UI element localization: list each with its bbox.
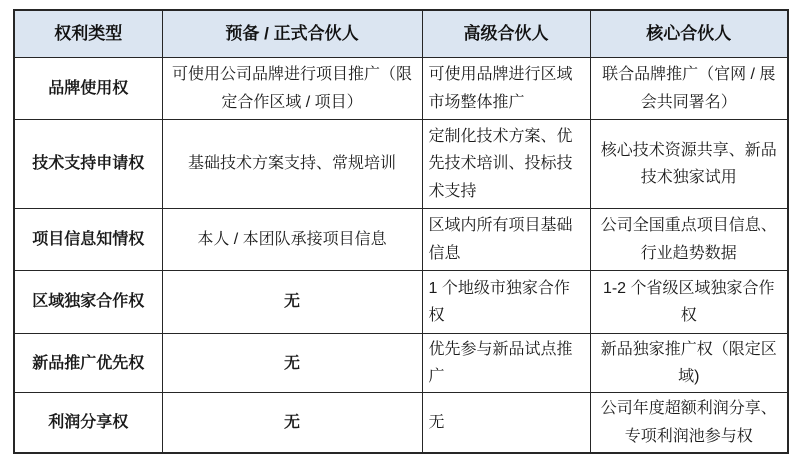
column-header: 权利类型 xyxy=(14,10,162,58)
table-body xyxy=(14,58,788,453)
table-row xyxy=(14,393,788,453)
table-row xyxy=(14,58,788,120)
table-cell: 核心技术资源共享、新品技术独家试用 xyxy=(590,120,788,209)
table-cell: 1 个地级市独家合作权 xyxy=(422,271,590,334)
table-cell: 新品独家推广权（限定区域) xyxy=(590,334,788,393)
partner-rights-table xyxy=(13,9,789,454)
table-row xyxy=(14,209,788,271)
column-header: 预备 / 正式合伙人 xyxy=(162,10,422,58)
row-header: 新品推广优先权 xyxy=(14,334,162,393)
header-row xyxy=(14,10,788,58)
column-header: 核心合伙人 xyxy=(590,10,788,58)
table-cell: 公司年度超额利润分享、专项利润池参与权 xyxy=(590,393,788,453)
row-header: 技术支持申请权 xyxy=(14,120,162,209)
row-header: 利润分享权 xyxy=(14,393,162,453)
row-header: 品牌使用权 xyxy=(14,58,162,120)
table-row xyxy=(14,120,788,209)
table-cell: 公司全国重点项目信息、行业趋势数据 xyxy=(590,209,788,271)
table-cell: 联合品牌推广（官网 / 展会共同署名） xyxy=(590,58,788,120)
table-cell: 可使用品牌进行区域市场整体推广 xyxy=(422,58,590,120)
table-cell: 无 xyxy=(162,271,422,334)
row-header: 项目信息知情权 xyxy=(14,209,162,271)
table-cell: 定制化技术方案、优先技术培训、投标技术支持 xyxy=(422,120,590,209)
table-cell: 本人 / 本团队承接项目信息 xyxy=(162,209,422,271)
table-row xyxy=(14,334,788,393)
table-row xyxy=(14,271,788,334)
table-cell: 无 xyxy=(162,334,422,393)
table-cell: 优先参与新品试点推广 xyxy=(422,334,590,393)
table-cell: 可使用公司品牌进行项目推广（限定合作区域 / 项目） xyxy=(162,58,422,120)
table-cell: 无 xyxy=(422,393,590,453)
table-cell: 1-2 个省级区域独家合作权 xyxy=(590,271,788,334)
table-cell: 无 xyxy=(162,393,422,453)
column-header: 高级合伙人 xyxy=(422,10,590,58)
table-cell: 基础技术方案支持、常规培训 xyxy=(162,120,422,209)
table-cell: 区域内所有项目基础信息 xyxy=(422,209,590,271)
row-header: 区域独家合作权 xyxy=(14,271,162,334)
